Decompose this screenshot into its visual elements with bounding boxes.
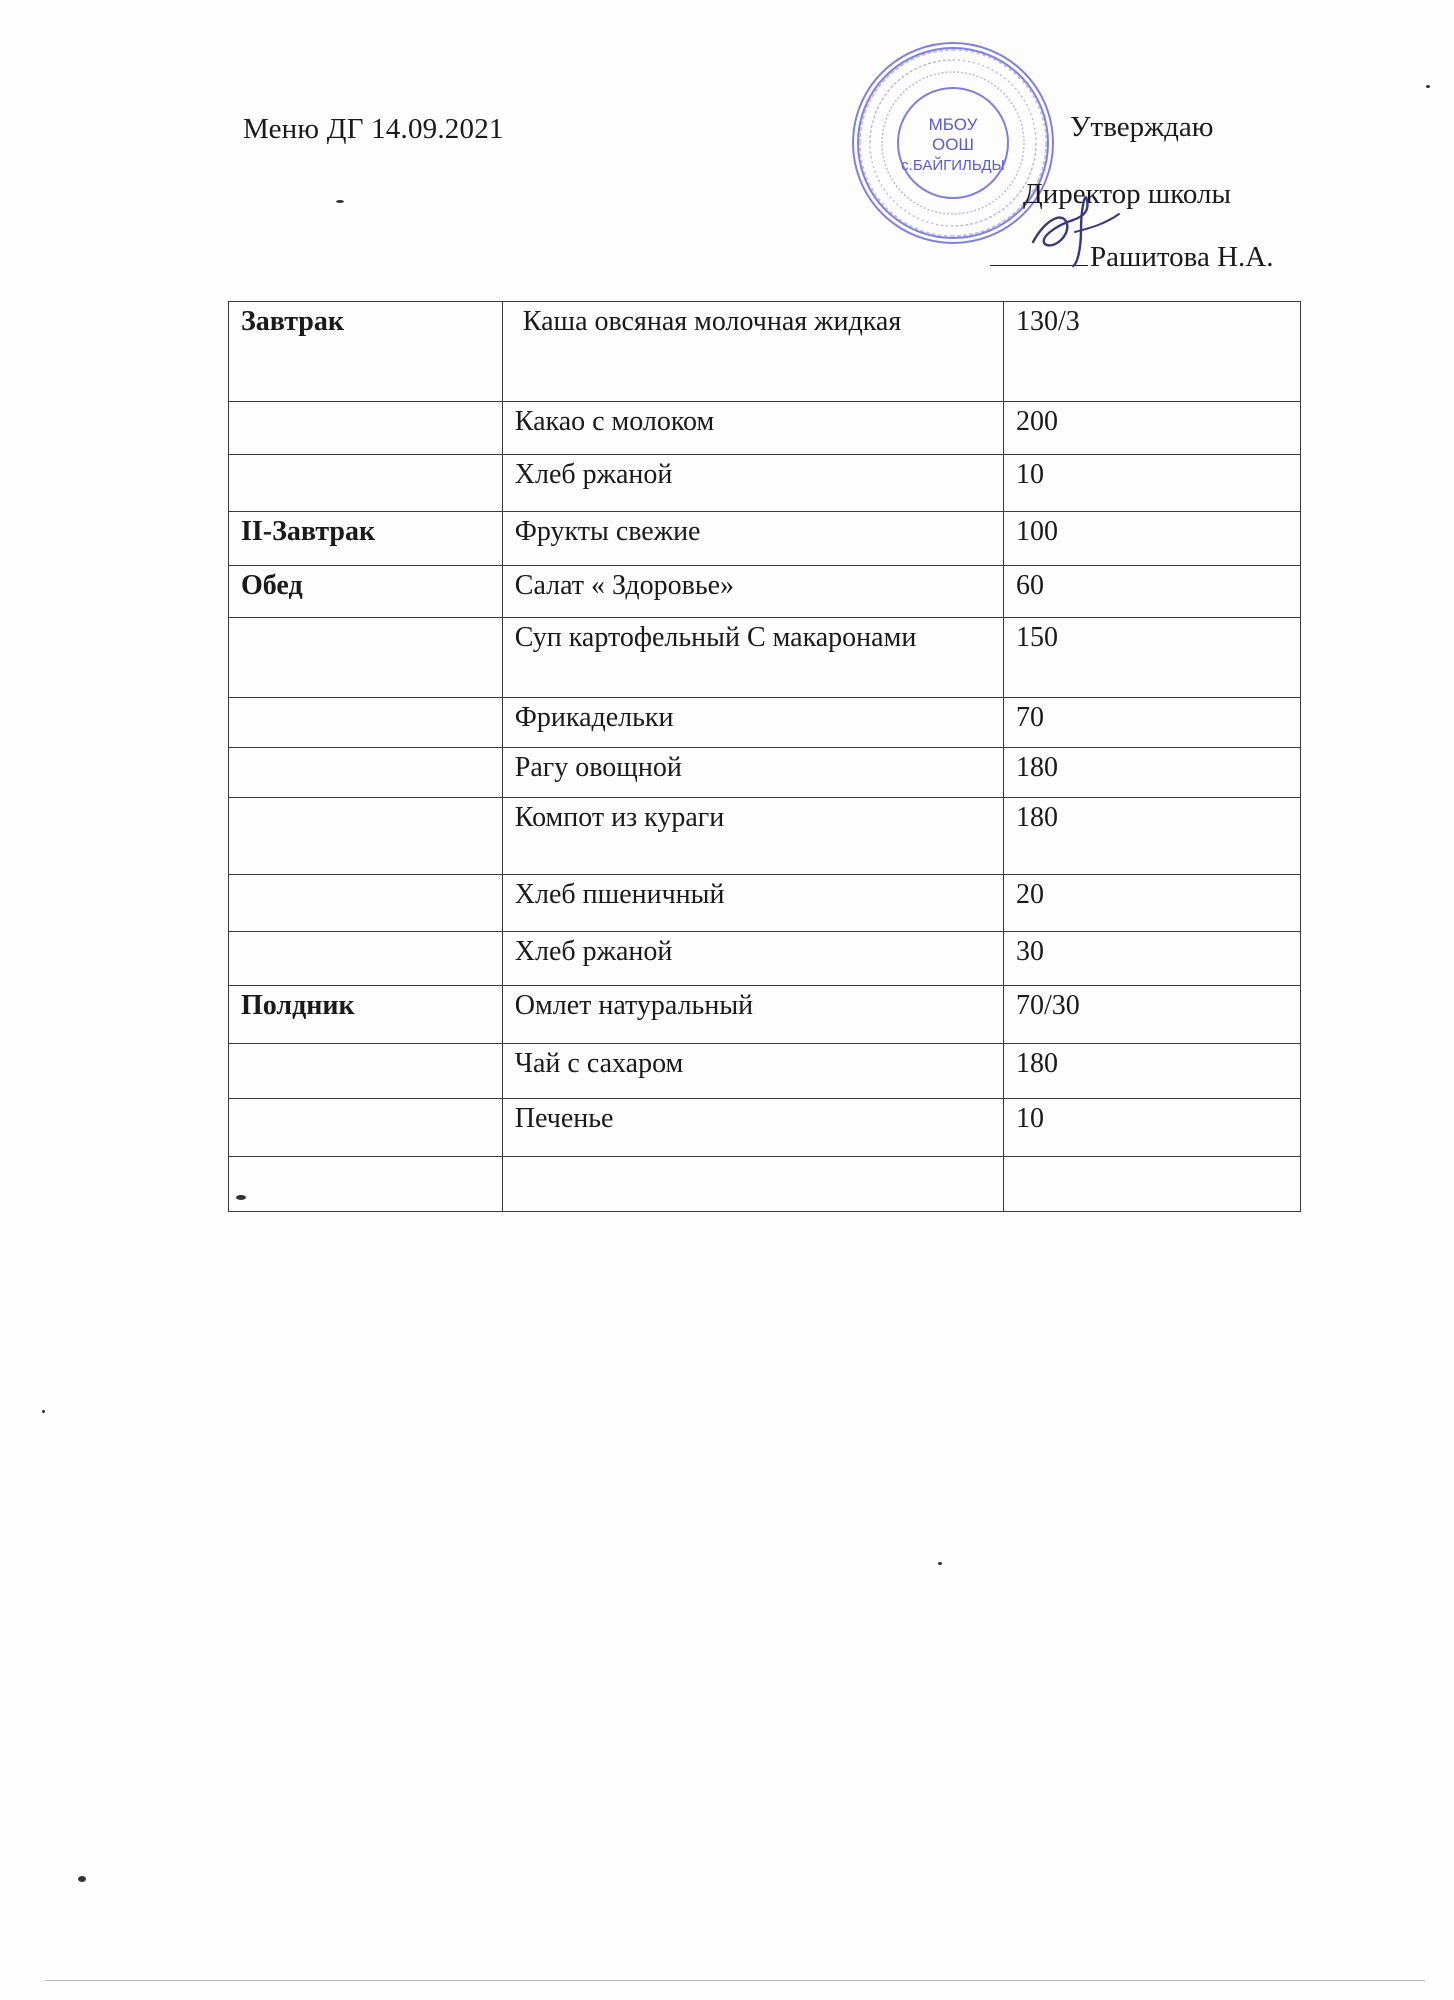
stamp-line-3: с.БАЙГИЛЬДЫ (901, 157, 1005, 174)
menu-table (228, 301, 1301, 1212)
scan-speck (1426, 85, 1430, 88)
table-row (229, 1157, 1301, 1212)
dish-cell: Печенье (502, 1099, 1003, 1157)
meal-cell (229, 1157, 503, 1212)
meal-cell (229, 875, 503, 932)
table-row (229, 875, 1301, 932)
dish-cell: Какао с молоком (502, 402, 1003, 455)
table-row (229, 698, 1301, 748)
portion-cell (1004, 1157, 1301, 1212)
table-row (229, 798, 1301, 875)
scan-speck (336, 200, 344, 203)
table-row (229, 618, 1301, 698)
stamp-line-2: ООШ (931, 135, 975, 154)
portion-cell: 200 (1004, 402, 1301, 455)
meal-cell (229, 1044, 503, 1099)
dish-cell: Каша овсяная молочная жидкая (502, 302, 1003, 402)
dish-cell: Салат « Здоровье» (502, 566, 1003, 618)
table-row (229, 1044, 1301, 1099)
approval-label: Утверждаю (1070, 111, 1214, 143)
dish-cell (502, 1157, 1003, 1212)
table-row (229, 748, 1301, 798)
table-row (229, 986, 1301, 1044)
dish-cell: Фрикадельки (502, 698, 1003, 748)
portion-cell: 180 (1004, 798, 1301, 875)
portion-cell: 180 (1004, 1044, 1301, 1099)
dish-cell: Чай с сахаром (502, 1044, 1003, 1099)
dish-cell: Суп картофельный С макаронами (502, 618, 1003, 698)
meal-cell (229, 748, 503, 798)
meal-cell: II-Завтрак (229, 512, 503, 566)
portion-cell: 70/30 (1004, 986, 1301, 1044)
dish-cell: Омлет натуральный (502, 986, 1003, 1044)
meal-cell (229, 798, 503, 875)
dish-cell: Фрукты свежие (502, 512, 1003, 566)
scan-speck (78, 1876, 86, 1882)
approver-position: Директор школы (1023, 178, 1231, 210)
portion-cell: 150 (1004, 618, 1301, 698)
meal-cell (229, 698, 503, 748)
table-row (229, 455, 1301, 512)
stamp-line-1: МБОУ (928, 115, 978, 134)
meal-cell (229, 618, 503, 698)
scan-speck (938, 1562, 942, 1565)
portion-cell: 180 (1004, 748, 1301, 798)
portion-cell: 130/3 (1004, 302, 1301, 402)
dish-cell: Компот из кураги (502, 798, 1003, 875)
meal-cell (229, 1099, 503, 1157)
document-title: Меню ДГ 14.09.2021 (243, 113, 504, 145)
meal-cell (229, 455, 503, 512)
table-row (229, 302, 1301, 402)
meal-cell: Завтрак (229, 302, 503, 402)
table-row (229, 932, 1301, 986)
table-row (229, 566, 1301, 618)
dish-cell: Хлеб пшеничный (502, 875, 1003, 932)
dish-cell: Рагу овощной (502, 748, 1003, 798)
handwritten-signature (1015, 180, 1125, 270)
portion-cell: 100 (1004, 512, 1301, 566)
table-row (229, 402, 1301, 455)
portion-cell: 10 (1004, 455, 1301, 512)
table-row (229, 1099, 1301, 1157)
portion-cell: 10 (1004, 1099, 1301, 1157)
scan-speck (236, 1195, 246, 1200)
meal-cell (229, 402, 503, 455)
portion-cell: 20 (1004, 875, 1301, 932)
meal-cell (229, 932, 503, 986)
portion-cell: 70 (1004, 698, 1301, 748)
approver-name: Рашитова Н.А. (1090, 241, 1274, 273)
portion-cell: 30 (1004, 932, 1301, 986)
meal-cell: Полдник (229, 986, 503, 1044)
table-row (229, 512, 1301, 566)
page-edge-line (45, 1980, 1425, 1981)
meal-cell: Обед (229, 566, 503, 618)
portion-cell: 60 (1004, 566, 1301, 618)
scan-speck (42, 1410, 45, 1413)
dish-cell: Хлеб ржаной (502, 932, 1003, 986)
dish-cell: Хлеб ржаной (502, 455, 1003, 512)
